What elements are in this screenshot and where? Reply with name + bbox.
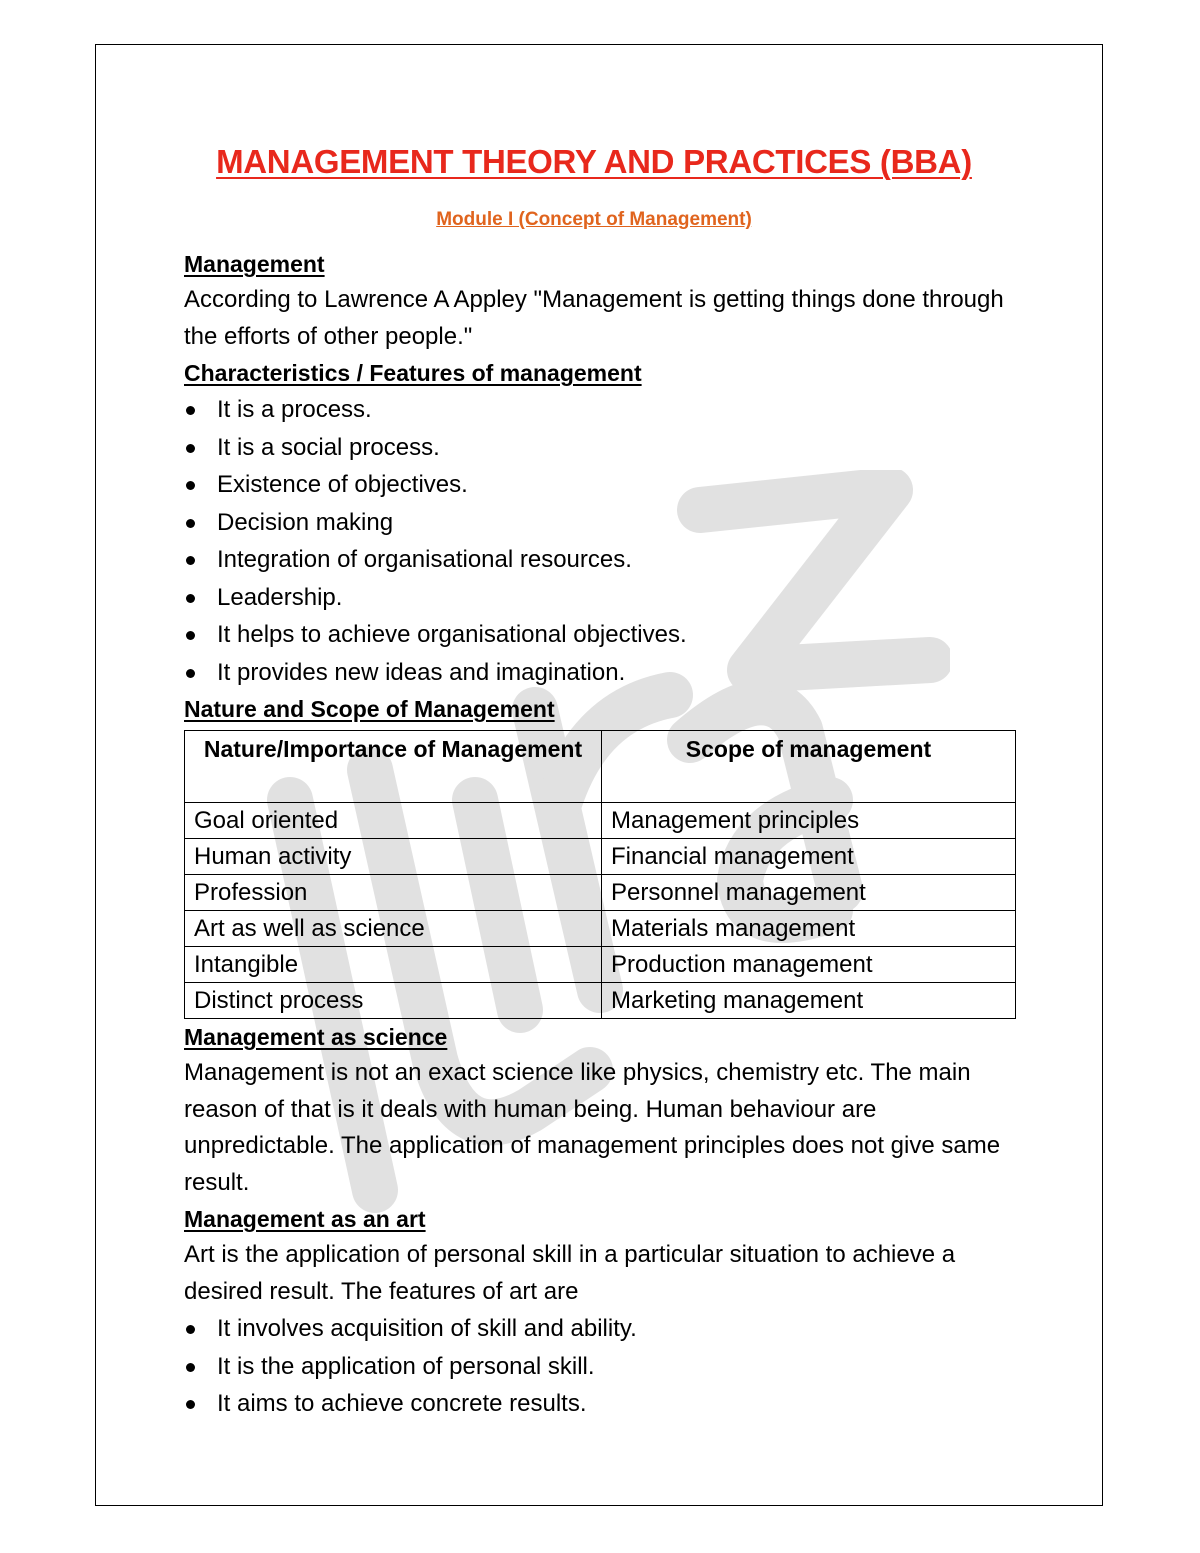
table-header-scope: Scope of management — [602, 731, 1016, 803]
art-text: Art is the application of personal skill in a particular situation to achieve a desired result. The features of art are — [184, 1241, 956, 1305]
nature-scope-table — [184, 730, 1016, 1019]
table-cell: Distinct process — [185, 983, 602, 1019]
table-header-nature: Nature/Importance of Management — [185, 731, 602, 803]
table-row — [185, 875, 1016, 911]
table-header-row — [185, 731, 1016, 803]
table-cell: Marketing management — [602, 983, 1016, 1019]
table-cell: Profession — [185, 875, 602, 911]
list-item: It is the application of personal skill. — [184, 1348, 1024, 1386]
management-definition: According to Lawrence A Appley "Management is getting things done through the efforts of other people." — [184, 286, 1004, 350]
table-cell: Financial management — [602, 839, 1016, 875]
list-item: It helps to achieve organisational objectives. — [184, 616, 1024, 654]
section-management — [184, 246, 1024, 355]
science-text: Management is not an exact science like physics, chemistry etc. The main reason of that is it deals with human being. Human behaviour are unpredictable. The application of management principles does not give same result. — [184, 1059, 1001, 1196]
list-item: It involves acquisition of skill and ability. — [184, 1310, 1024, 1348]
table-cell: Goal oriented — [185, 803, 602, 839]
section-science — [184, 1019, 1024, 1201]
section-art — [184, 1201, 1024, 1423]
section-characteristics — [184, 355, 1024, 691]
table-row — [185, 983, 1016, 1019]
document-body — [184, 138, 1024, 1423]
table-row — [185, 911, 1016, 947]
table-cell: Art as well as science — [185, 911, 602, 947]
list-item: Leadership. — [184, 579, 1024, 617]
table-row — [185, 947, 1016, 983]
heading-management: Management — [184, 251, 325, 277]
list-item: It is a process. — [184, 391, 1024, 429]
characteristics-list — [184, 391, 1024, 691]
art-features-list — [184, 1310, 1024, 1423]
document-title: MANAGEMENT THEORY AND PRACTICES (BBA) — [216, 143, 972, 180]
table-row — [185, 839, 1016, 875]
heading-nature-scope: Nature and Scope of Management — [184, 696, 555, 722]
table-cell: Intangible — [185, 947, 602, 983]
list-item: Existence of objectives. — [184, 466, 1024, 504]
heading-art: Management as an art — [184, 1206, 426, 1232]
table-cell: Production management — [602, 947, 1016, 983]
list-item: Decision making — [184, 504, 1024, 542]
list-item: It provides new ideas and imagination. — [184, 654, 1024, 692]
list-item: It aims to achieve concrete results. — [184, 1385, 1024, 1423]
module-subtitle: Module I (Concept of Management) — [436, 209, 752, 230]
section-nature-scope — [184, 691, 1024, 1019]
heading-science: Management as science — [184, 1024, 448, 1050]
list-item: Integration of organisational resources. — [184, 541, 1024, 579]
table-row — [185, 803, 1016, 839]
heading-characteristics: Characteristics / Features of management — [184, 360, 642, 386]
table-cell: Materials management — [602, 911, 1016, 947]
table-cell: Personnel management — [602, 875, 1016, 911]
table-cell: Management principles — [602, 803, 1016, 839]
list-item: It is a social process. — [184, 429, 1024, 467]
table-cell: Human activity — [185, 839, 602, 875]
